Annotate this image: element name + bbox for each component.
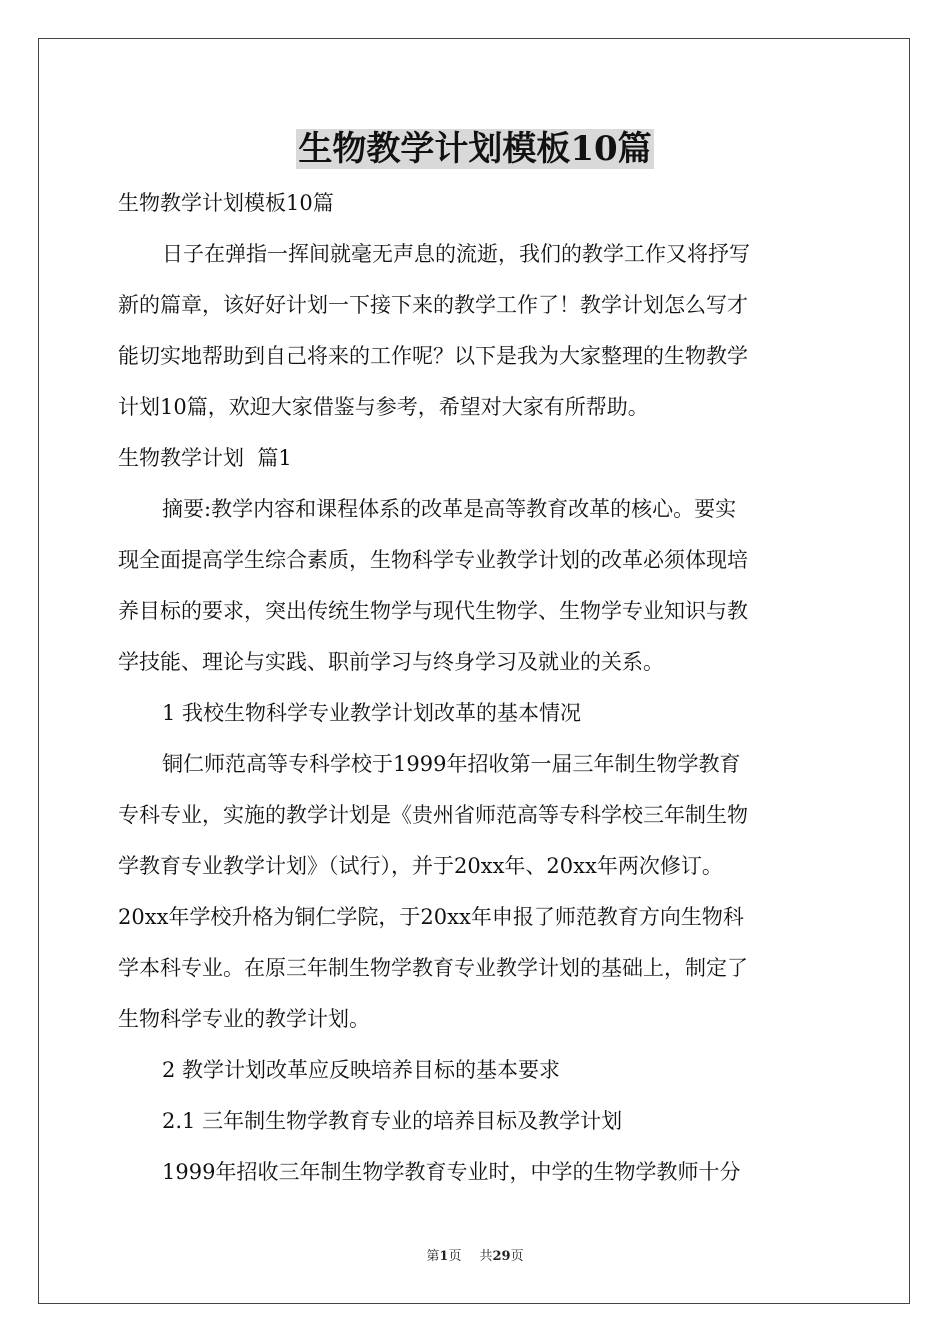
paragraph-line: 学本科专业。在原三年制生物学教育专业教学计划的基础上，制定了 bbox=[118, 956, 748, 980]
paragraph-line: 摘要:教学内容和课程体系的改革是高等教育改革的核心。要实 bbox=[162, 497, 737, 521]
document-body bbox=[118, 178, 836, 1198]
total-pages: 29 bbox=[492, 1249, 511, 1264]
page-suffix: 页 bbox=[448, 1249, 462, 1264]
paragraph-line: 现全面提高学生综合素质，生物科学专业教学计划的改革必须体现培 bbox=[118, 548, 748, 572]
paragraph-line: 1999年招收三年制生物学教育专业时，中学的生物学教师十分 bbox=[162, 1160, 741, 1184]
subtitle-line: 生物教学计划模板10篇 bbox=[118, 191, 334, 215]
paragraph-line: 专科专业，实施的教学计划是《贵州省师范高等专科学校三年制生物 bbox=[118, 803, 748, 827]
page-footer bbox=[0, 1248, 950, 1266]
document-title bbox=[0, 126, 950, 172]
subsection-heading: 2 教学计划改革应反映培养目标的基本要求 bbox=[162, 1058, 561, 1082]
total-suffix: 页 bbox=[510, 1249, 524, 1264]
paragraph-line: 能切实地帮助到自己将来的工作呢？以下是我为大家整理的生物教学 bbox=[118, 344, 748, 368]
paragraph-line: 学技能、理论与实践、职前学习与终身学习及就业的关系。 bbox=[118, 650, 664, 674]
paragraph-line: 生物科学专业的教学计划。 bbox=[118, 1007, 370, 1031]
paragraph-line: 学教育专业教学计划》（试行），并于20xx年、20xx年两次修订。 bbox=[118, 854, 723, 878]
subsection-heading: 1 我校生物科学专业教学计划改革的基本情况 bbox=[162, 701, 582, 725]
paragraph-line: 计划10篇，欢迎大家借鉴与参考，希望对大家有所帮助。 bbox=[118, 395, 649, 419]
paragraph-line: 20xx年学校升格为铜仁学院，于20xx年申报了师范教育方向生物科 bbox=[118, 905, 744, 929]
paragraph-line: 日子在弹指一挥间就毫无声息的流逝，我们的教学工作又将抒写 bbox=[162, 242, 750, 266]
section-heading: 生物教学计划 篇1 bbox=[118, 446, 292, 470]
subsection-heading: 2.1 三年制生物学教育专业的培养目标及教学计划 bbox=[162, 1109, 623, 1133]
paragraph-line: 铜仁师范高等专科学校于1999年招收第一届三年制生物学教育 bbox=[162, 752, 741, 776]
paragraph-line: 新的篇章，该好好计划一下接下来的教学工作了！教学计划怎么写才 bbox=[118, 293, 748, 317]
document-title-text: 生物教学计划模板10篇 bbox=[298, 129, 652, 169]
paragraph-line: 养目标的要求，突出传统生物学与现代生物学、生物学专业知识与教 bbox=[118, 599, 748, 623]
page-current: 1 bbox=[439, 1249, 449, 1264]
total-prefix: 共 bbox=[479, 1249, 493, 1264]
page-prefix: 第 bbox=[426, 1249, 440, 1264]
